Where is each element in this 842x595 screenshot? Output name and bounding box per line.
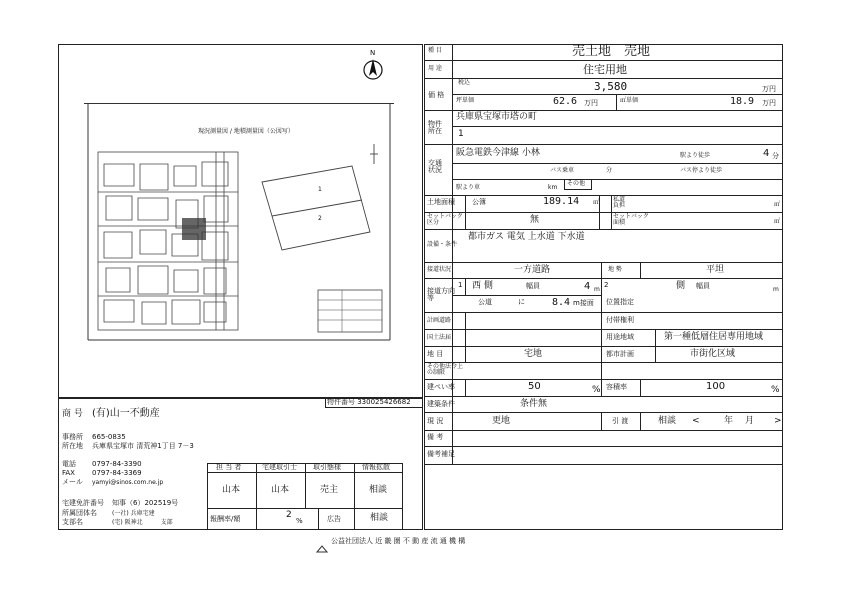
- setback-area-label: セットバック面積: [613, 213, 649, 226]
- ad-label: 広告: [327, 515, 341, 523]
- org-logo-icon: [316, 538, 328, 546]
- branch-label: 支部名: [62, 518, 83, 526]
- area-value: 189.14: [543, 196, 580, 207]
- tel-number: 0797-84-3390: [92, 460, 142, 468]
- cond-value: 条件無: [520, 399, 548, 409]
- license-number: 知事（6）202519号: [112, 499, 179, 507]
- staff-header-mode: 取引態様: [313, 463, 341, 471]
- location-sub: 1: [458, 129, 464, 139]
- bus-ride-unit: 分: [606, 167, 613, 174]
- fee-unit: %: [296, 517, 303, 525]
- other-law-label: その他法令上の制限: [427, 363, 464, 376]
- car-label: 駅より車: [456, 184, 481, 191]
- price-unit: 万円: [762, 85, 776, 93]
- slope-value: 平坦: [706, 265, 725, 275]
- traffic-label: 交通状況: [428, 159, 442, 174]
- status-value: 更地: [492, 416, 511, 426]
- property-number: 物件番号 330025426682: [327, 398, 411, 406]
- sqm-unit: 万円: [762, 99, 776, 107]
- staff-header-agent: 担 当 者: [216, 463, 242, 471]
- shared-unit: ㎡: [774, 201, 781, 208]
- fee-label: 報酬率/額: [210, 515, 241, 523]
- price-label: 価 格: [428, 91, 445, 99]
- far-label: 容積率: [606, 383, 627, 391]
- landreg-label: 国土法届: [427, 334, 452, 341]
- contact-unit: m接面: [573, 299, 594, 307]
- road-value: 一方道路: [514, 265, 551, 275]
- zoning-value: 第一種低層住居専用地域: [664, 332, 764, 342]
- facility-value: 都市ガス 電気 上水道 下水道: [468, 232, 585, 242]
- company-name: (有)山一不動産: [92, 408, 160, 419]
- walk-label: 駅より徒歩: [680, 152, 711, 159]
- bcr-label: 建ぺい率: [427, 383, 455, 391]
- remarks2-label: 備考補足: [427, 450, 455, 458]
- chimoku-label: 地 目: [427, 350, 444, 358]
- slope-label: 地 勢: [608, 266, 622, 273]
- cityplan-value: 市街化区域: [690, 349, 736, 359]
- staff-spread: 相談: [369, 485, 388, 495]
- assoc-name: (一社) 兵庫宅建: [112, 510, 155, 517]
- shared-label: 私道負担: [613, 196, 626, 209]
- sketch-label-1: 1: [318, 186, 322, 193]
- road2-dir: 側: [676, 281, 686, 291]
- mail-label: メール: [62, 478, 83, 486]
- ad-value: 相談: [370, 513, 389, 523]
- contact-value: 8.4: [552, 297, 571, 308]
- road1-dir: 西 側: [472, 281, 493, 291]
- mail-address[interactable]: yamyi@sinos.com.ne.jp: [92, 479, 164, 486]
- position-label: 位置指定: [606, 298, 634, 306]
- handover-label: 引 渡: [612, 417, 629, 425]
- urban-label: 計画道路: [427, 317, 452, 324]
- road1-width-label: 幅員: [526, 282, 540, 290]
- bus-stop-label: バス停より徒歩: [680, 167, 723, 174]
- branch-name: (宅) 阪神北 支部: [112, 519, 173, 526]
- use-value: 住宅用地: [583, 63, 627, 76]
- walk-unit: 分: [772, 152, 779, 160]
- staff-mode: 売主: [320, 485, 339, 495]
- address-label: 所在地: [62, 442, 83, 450]
- office-label: 事務所: [62, 433, 83, 441]
- walk-value: 4: [763, 148, 770, 159]
- far-unit: %: [771, 385, 780, 395]
- tsubo-label: 坪単価: [456, 97, 475, 104]
- far-value: 100: [706, 381, 726, 392]
- restriction-label: 付帯権利: [606, 316, 634, 324]
- type-value: 売土地 売地: [572, 44, 651, 59]
- fee-value: 2: [286, 510, 292, 520]
- zoning-label: 用途地域: [606, 333, 634, 341]
- remarks-label: 備 考: [427, 433, 444, 441]
- tsubo-value: 62.6: [553, 96, 578, 107]
- road2-no: 2: [604, 281, 609, 289]
- public-mid: に: [518, 298, 525, 306]
- postal-code: 665-0835: [92, 433, 126, 441]
- road2-width-label: 幅員: [696, 282, 710, 290]
- type-label: 種 目: [428, 47, 442, 54]
- bcr-unit: %: [592, 385, 601, 395]
- road-dir-label: 接道方向等: [427, 287, 455, 302]
- status-label: 現 況: [427, 417, 444, 425]
- price-value: 3,580: [594, 80, 628, 93]
- tsubo-unit: 万円: [584, 99, 598, 107]
- bus-ride-label: バス乗車: [550, 167, 575, 174]
- tel-label: 電話: [62, 460, 76, 468]
- other-label: その他: [567, 180, 586, 187]
- bcr-value: 50: [528, 381, 541, 392]
- sqm-value: 18.9: [730, 96, 755, 107]
- sqm-label: ㎡単価: [620, 97, 639, 104]
- setback-label: セットバック区分: [427, 213, 463, 226]
- sketch-label-2: 2: [318, 215, 322, 222]
- footer-org: 公益社団法人 近 畿 圏 不 動 産 流 通 機 構: [331, 537, 466, 545]
- license-label: 宅建免許番号: [62, 499, 104, 507]
- staff-header-licensed: 宅建取引士: [262, 463, 297, 471]
- public-label: 公道: [478, 298, 492, 306]
- handover-value: 相談: [658, 416, 677, 426]
- line-value: 阪急電鉄今津線 小林: [456, 148, 540, 158]
- facility-label: 設備・条件: [427, 241, 458, 248]
- location-value: 兵庫県宝塚市塔の町: [456, 112, 538, 122]
- handover-open: <: [692, 416, 700, 426]
- fax-label: FAX: [62, 469, 75, 477]
- area-kind: 公簿: [472, 198, 486, 206]
- road1-width: 4: [584, 281, 591, 292]
- area-unit: ㎡: [593, 199, 600, 206]
- company-address: 兵庫県宝塚市 清荒神1丁目 7－3: [92, 442, 194, 450]
- survey-title: 現況測量図 / 地積測量図（公図写）: [198, 128, 294, 135]
- road2-unit: m: [773, 286, 779, 293]
- car-unit: km: [548, 184, 558, 191]
- handover-year: 年: [724, 416, 734, 426]
- handover-close: >: [774, 416, 782, 426]
- road-label: 接道状況: [427, 266, 452, 273]
- staff-header-spread: 情報拡散: [362, 463, 390, 471]
- setback-area-unit: ㎡: [774, 218, 781, 225]
- company-label: 商 号: [62, 409, 83, 419]
- chimoku-value: 宅地: [524, 349, 543, 359]
- road1-unit: m: [594, 286, 600, 293]
- handover-month: 月: [745, 416, 755, 426]
- assoc-label: 所属団体名: [62, 509, 97, 517]
- area-label: 土地面積: [427, 198, 455, 206]
- setback-value: 無: [530, 215, 540, 225]
- fax-number: 0797-84-3369: [92, 469, 142, 477]
- cityplan-label: 都市計画: [606, 350, 634, 358]
- north-label: N: [370, 49, 376, 57]
- use-label: 用 途: [428, 65, 442, 72]
- staff-agent: 山本: [222, 485, 241, 495]
- location-label: 物件所在: [428, 120, 442, 135]
- road1-no: 1: [458, 281, 463, 289]
- price-small: 税込: [458, 79, 471, 86]
- cond-label: 建築条件: [427, 400, 455, 408]
- survey-drawing: [84, 103, 394, 344]
- staff-licensed: 山本: [271, 485, 290, 495]
